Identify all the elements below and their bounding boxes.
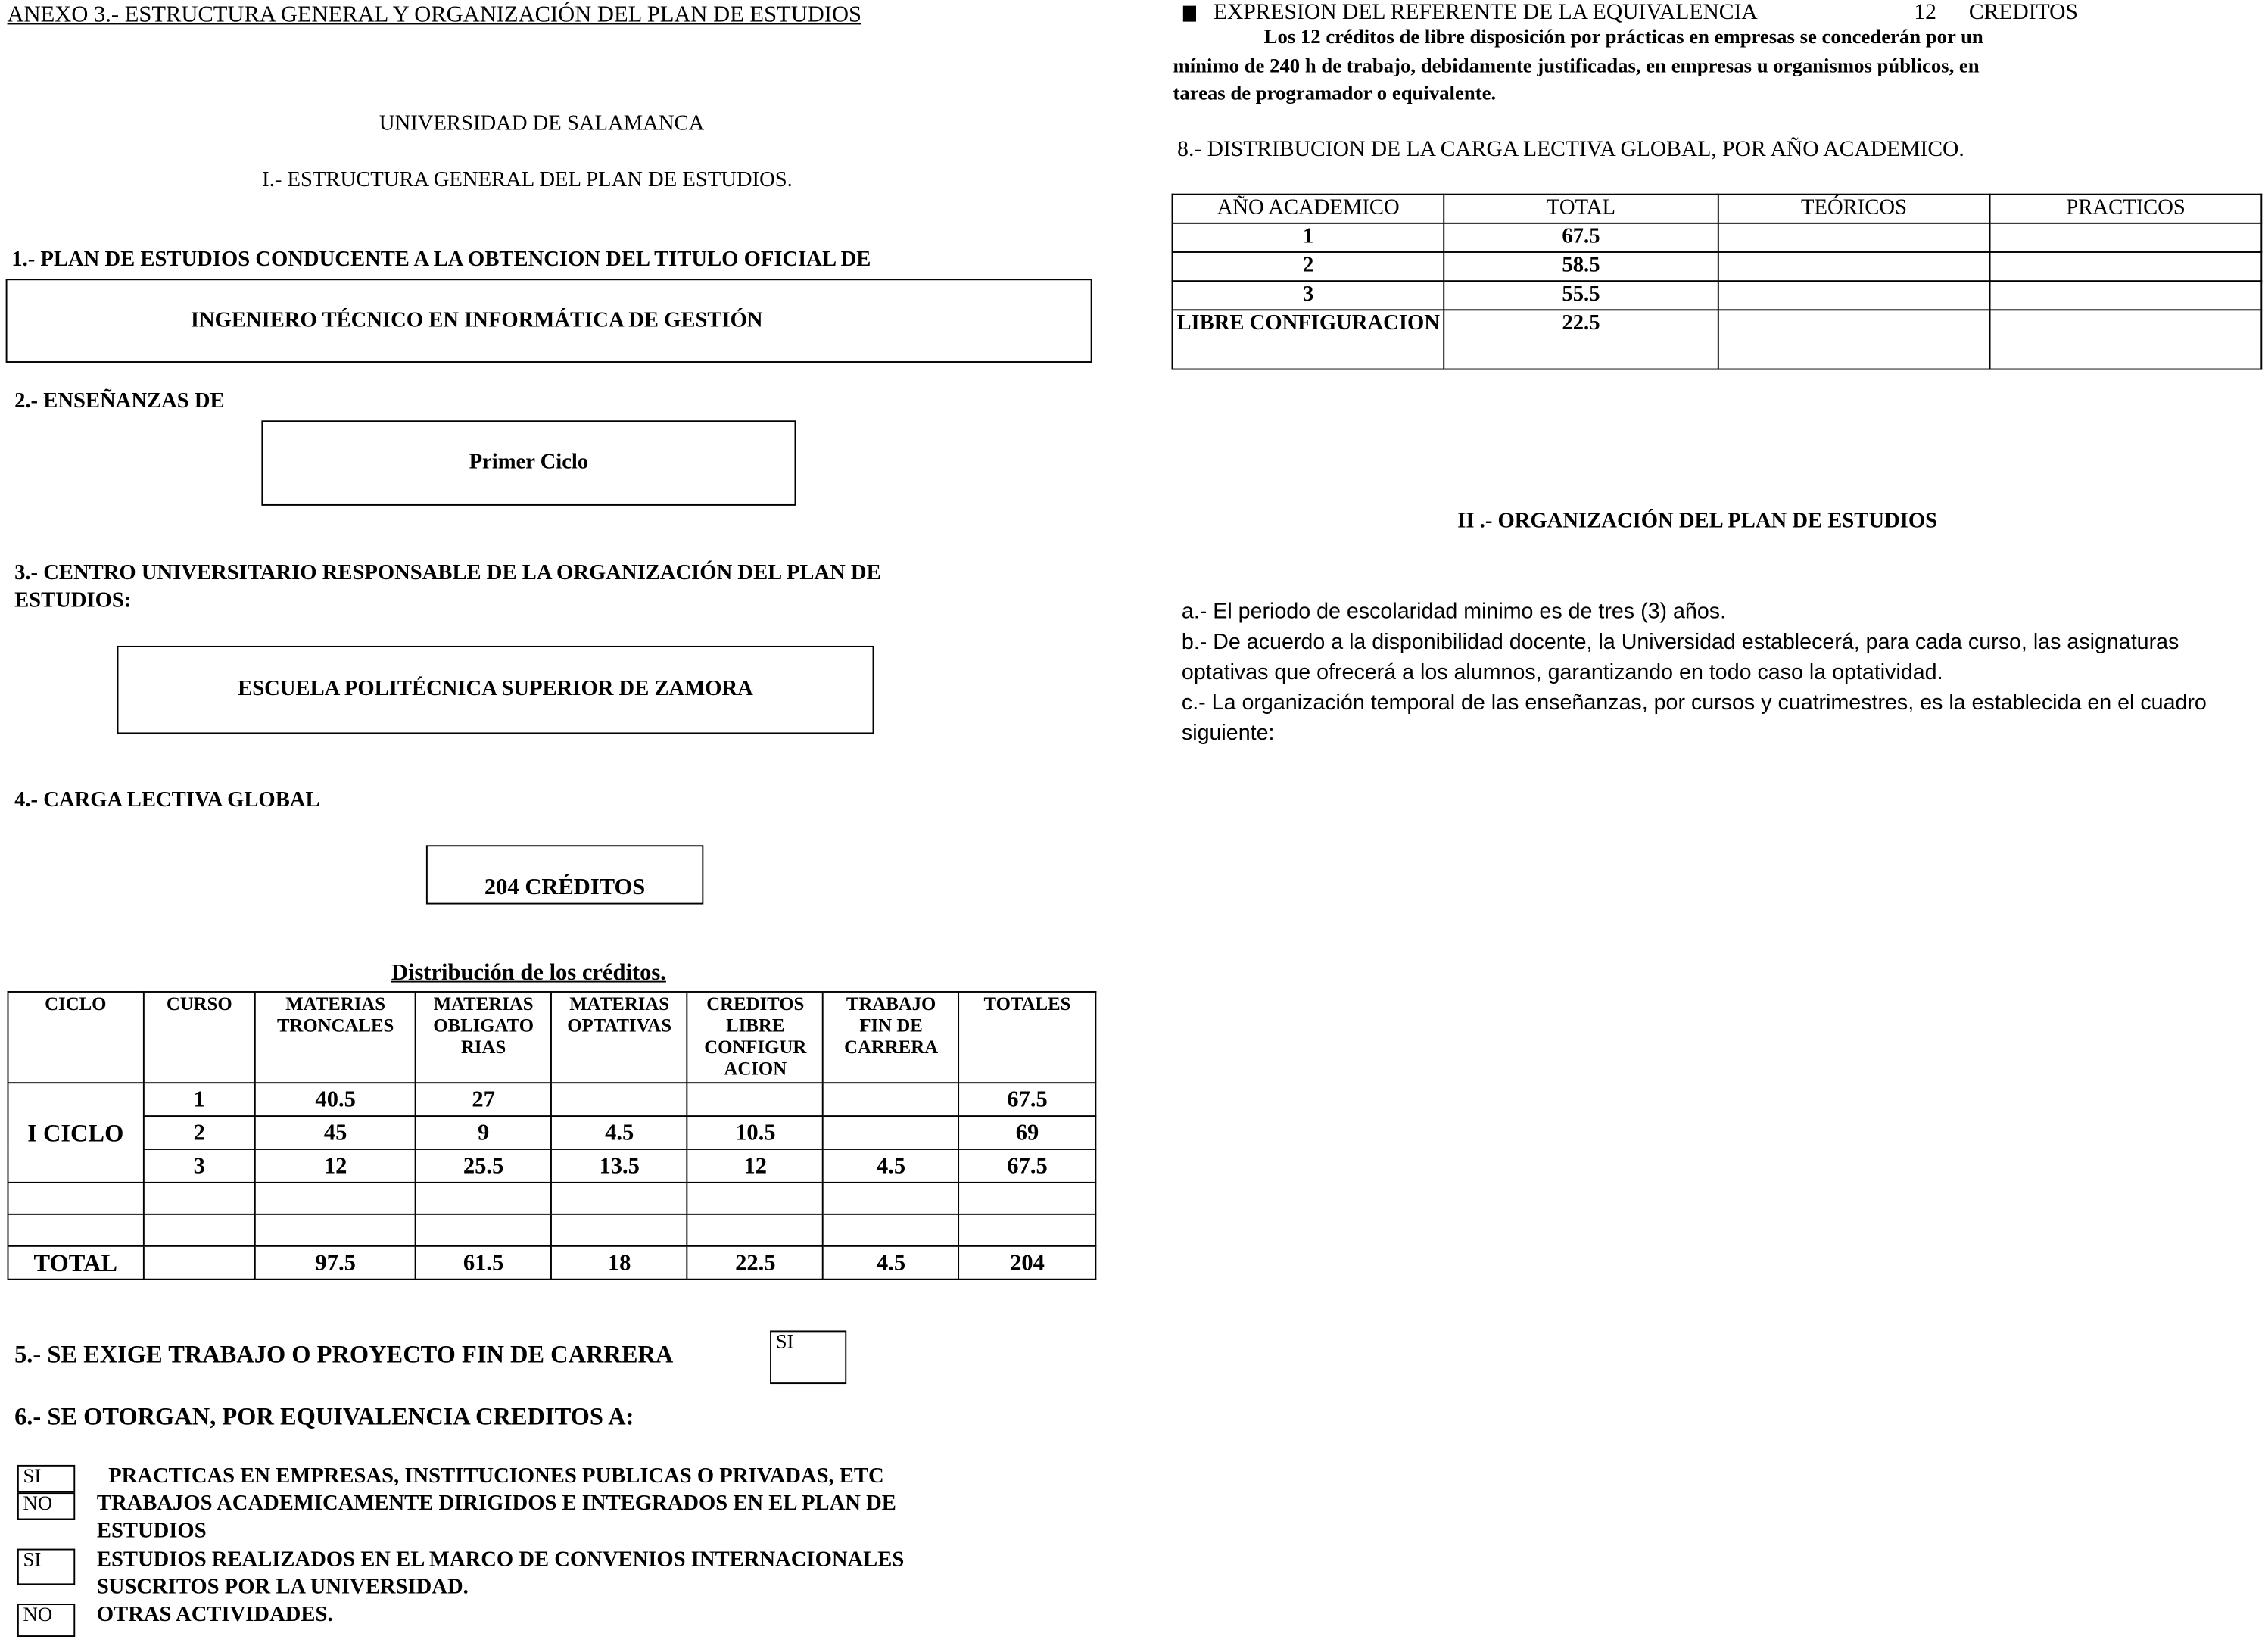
table-cell: 12 bbox=[255, 1149, 415, 1183]
table-cell bbox=[824, 1214, 959, 1246]
table-cell: 3 bbox=[143, 1149, 255, 1183]
equivalence-answer-box: SI bbox=[17, 1465, 75, 1492]
bullet-square-icon bbox=[1183, 6, 1196, 22]
table-cell bbox=[255, 1214, 415, 1246]
header-line: CICLO bbox=[45, 992, 107, 1015]
table-cell bbox=[1718, 310, 1990, 369]
question-1: 1.- PLAN DE ESTUDIOS CONDUCENTE A LA OBTENCION DEL TITULO OFICIAL DE bbox=[11, 248, 871, 272]
table-cell: 2 bbox=[143, 1116, 255, 1149]
equivalence-text: TRABAJOS ACADEMICAMENTE DIRIGIDOS E INTEGRADOS EN EL PLAN DE bbox=[96, 1492, 896, 1516]
table-cell bbox=[959, 1183, 1096, 1214]
header-line: RIAS bbox=[460, 1036, 506, 1058]
total-cell: 4.5 bbox=[824, 1246, 959, 1280]
equivalence-answer-box: NO bbox=[17, 1492, 75, 1520]
table-cell: 1 bbox=[143, 1083, 255, 1116]
table-cell: 10.5 bbox=[687, 1116, 824, 1149]
header-cell bbox=[824, 992, 959, 1083]
equivalence-text: PRACTICAS EN EMPRESAS, INSTITUCIONES PUBLICAS O PRIVADAS, ETC bbox=[108, 1464, 884, 1488]
header-line: CARRERA bbox=[844, 1036, 939, 1058]
total-cell bbox=[143, 1246, 255, 1280]
header-line: TRABAJO bbox=[846, 992, 936, 1015]
table-cell bbox=[416, 1183, 551, 1214]
total-cell: 204 bbox=[959, 1246, 1096, 1280]
table-cell: 13.5 bbox=[551, 1149, 687, 1183]
question-6: 6.- SE OTORGAN, POR EQUIVALENCIA CREDITOS A: bbox=[14, 1402, 634, 1431]
header-cell bbox=[143, 992, 255, 1083]
table-cell: 2 bbox=[1173, 252, 1444, 281]
table-cell: 58.5 bbox=[1444, 252, 1718, 281]
table-cell: LIBRE CONFIGURACION bbox=[1173, 310, 1444, 369]
header-line: MATERIAS bbox=[569, 992, 670, 1015]
degree-title: INGENIERO TÉCNICO EN INFORMÁTICA DE GESTIÓN bbox=[190, 308, 763, 332]
paragraph-a: a.- El periodo de escolaridad minimo es de tres (3) años. bbox=[1181, 599, 1727, 625]
table-cell: 22.5 bbox=[1444, 310, 1718, 369]
total-credits: 204 CRÉDITOS bbox=[484, 875, 646, 900]
table-cell: 67.5 bbox=[1444, 223, 1718, 252]
table-cell bbox=[255, 1183, 415, 1214]
cycle-box bbox=[261, 420, 796, 506]
table-cell: 1 bbox=[1173, 223, 1444, 252]
table-row bbox=[1173, 310, 2262, 369]
equivalence-text: OTRAS ACTIVIDADES. bbox=[96, 1604, 333, 1627]
table-cell bbox=[416, 1214, 551, 1246]
table-row bbox=[1173, 223, 2262, 252]
header-cell bbox=[416, 992, 551, 1083]
table-cell bbox=[1990, 310, 2261, 369]
table-cell: 25.5 bbox=[416, 1149, 551, 1183]
header-line: CREDITOS bbox=[706, 992, 805, 1015]
header-line: ACION bbox=[724, 1057, 787, 1080]
section-ii-heading: II .- ORGANIZACIÓN DEL PLAN DE ESTUDIOS bbox=[1457, 510, 1938, 534]
header-cell: PRACTICOS bbox=[1990, 195, 2261, 223]
degree-title-box bbox=[6, 279, 1092, 363]
paragraph-c: c.- La organización temporal de las enseñanzas, por cursos y cuatrimestres, es la establecida en el cuadro siguiente: bbox=[1181, 690, 2207, 746]
total-cell: 97.5 bbox=[255, 1246, 415, 1280]
table-cell bbox=[8, 1183, 143, 1214]
header-line: OBLIGATO bbox=[433, 1014, 534, 1036]
header-cell bbox=[255, 992, 415, 1083]
table-cell bbox=[687, 1214, 824, 1246]
table-cell: 3 bbox=[1173, 281, 1444, 310]
table-cell bbox=[1990, 252, 2261, 281]
header-line: MATERIAS bbox=[433, 992, 534, 1015]
table-cell bbox=[1718, 252, 1990, 281]
question-7-value: 12 bbox=[1914, 0, 1936, 25]
distribution-title: Distribución de los créditos. bbox=[391, 960, 666, 986]
total-row bbox=[8, 1246, 1095, 1280]
table-cell bbox=[824, 1116, 959, 1149]
table-cell bbox=[143, 1183, 255, 1214]
header-line: CONFIGUR bbox=[704, 1036, 807, 1058]
table-cell: 69 bbox=[959, 1116, 1096, 1149]
year-distribution-table bbox=[1172, 194, 2263, 370]
center-box bbox=[117, 646, 874, 734]
header-line: OPTATIVAS bbox=[567, 1014, 672, 1036]
credits-distribution-table bbox=[8, 991, 1097, 1280]
question-8: 8.- DISTRIBUCION DE LA CARGA LECTIVA GLOBAL, POR AÑO ACADEMICO. bbox=[1177, 137, 1964, 162]
question-4: 4.- CARGA LECTIVA GLOBAL bbox=[14, 788, 320, 812]
header-cell bbox=[8, 992, 143, 1083]
table-cell bbox=[824, 1083, 959, 1116]
table-header-row bbox=[8, 992, 1095, 1083]
question-2: 2.- ENSEÑANZAS DE bbox=[14, 390, 225, 413]
question-3-line1: 3.- CENTRO UNIVERSITARIO RESPONSABLE DE LA ORGANIZACIÓN DEL PLAN DE bbox=[14, 562, 881, 585]
header-line: FIN DE bbox=[859, 1014, 923, 1036]
table-row bbox=[8, 1083, 1095, 1116]
table-cell: 67.5 bbox=[959, 1083, 1096, 1116]
header-cell bbox=[551, 992, 687, 1083]
annex-title: ANEXO 3.- ESTRUCTURA GENERAL Y ORGANIZACIÓN DEL PLAN DE ESTUDIOS bbox=[7, 2, 862, 28]
table-cell: 45 bbox=[255, 1116, 415, 1149]
total-credits-box bbox=[426, 845, 703, 904]
table-cell bbox=[551, 1083, 687, 1116]
paragraph-b: b.- De acuerdo a la disponibilidad docente, la Universidad establecerá, para cada curso, las asignaturas optativas que ofrecerá a los alumnos, garantizando en todo caso la optatividad. bbox=[1181, 629, 2179, 685]
table-cell bbox=[8, 1214, 143, 1246]
table-cell: 4.5 bbox=[551, 1116, 687, 1149]
equivalence-answer-box: NO bbox=[17, 1604, 75, 1637]
table-header-row bbox=[1173, 195, 2262, 223]
total-cell: 22.5 bbox=[687, 1246, 824, 1280]
question-5: 5.- SE EXIGE TRABAJO O PROYECTO FIN DE CARRERA bbox=[14, 1340, 674, 1369]
empty-row bbox=[8, 1214, 1095, 1246]
header-cell: TEÓRICOS bbox=[1718, 195, 1990, 223]
table-cell bbox=[1718, 223, 1990, 252]
table-cell bbox=[824, 1183, 959, 1214]
question-5-answer-box: SI bbox=[770, 1330, 846, 1384]
header-cell bbox=[959, 992, 1096, 1083]
question-3-line2: ESTUDIOS: bbox=[14, 589, 132, 613]
table-cell: 40.5 bbox=[255, 1083, 415, 1116]
equivalence-answer-box: SI bbox=[17, 1549, 75, 1585]
question-7-text-line2: mínimo de 240 h de trabajo, debidamente justificadas, en empresas u organismos públicos, en bbox=[1173, 56, 1980, 79]
table-cell: 4.5 bbox=[824, 1149, 959, 1183]
total-cell: 61.5 bbox=[416, 1246, 551, 1280]
table-cell: 67.5 bbox=[959, 1149, 1096, 1183]
table-row bbox=[8, 1116, 1095, 1149]
university-name: UNIVERSIDAD DE SALAMANCA bbox=[379, 112, 705, 136]
cycle-value: Primer Ciclo bbox=[469, 450, 589, 474]
question-7-unit: CREDITOS bbox=[1968, 0, 2078, 25]
table-cell: 9 bbox=[416, 1116, 551, 1149]
section-i-heading: I.- ESTRUCTURA GENERAL DEL PLAN DE ESTUDIOS. bbox=[262, 169, 793, 192]
total-label: TOTAL bbox=[8, 1246, 143, 1280]
table-cell bbox=[687, 1083, 824, 1116]
header-line: MATERIAS bbox=[285, 992, 386, 1015]
total-cell: 18 bbox=[551, 1246, 687, 1280]
table-cell: 12 bbox=[687, 1149, 824, 1183]
ciclo-cell: I CICLO bbox=[8, 1083, 143, 1183]
table-cell bbox=[1990, 223, 2261, 252]
equivalence-text: ESTUDIOS bbox=[96, 1520, 207, 1543]
table-cell: 27 bbox=[416, 1083, 551, 1116]
equivalence-text: ESTUDIOS REALIZADOS EN EL MARCO DE CONVENIOS INTERNACIONALES bbox=[96, 1548, 905, 1573]
table-cell bbox=[1718, 281, 1990, 310]
table-cell bbox=[551, 1183, 687, 1214]
question-7-text-line3: tareas de programador o equivalente. bbox=[1173, 83, 1497, 106]
table-row bbox=[8, 1149, 1095, 1183]
table-cell: 55.5 bbox=[1444, 281, 1718, 310]
header-cell bbox=[687, 992, 824, 1083]
table-cell bbox=[143, 1214, 255, 1246]
question-7-label: EXPRESION DEL REFERENTE DE LA EQUIVALENCIA bbox=[1213, 0, 1758, 25]
header-line: TOTALES bbox=[983, 992, 1071, 1015]
table-cell bbox=[1990, 281, 2261, 310]
question-7-text-line1: Los 12 créditos de libre disposición por prácticas en empresas se concederán por un bbox=[1263, 27, 1983, 49]
header-line: CURSO bbox=[166, 992, 232, 1015]
center-name: ESCUELA POLITÉCNICA SUPERIOR DE ZAMORA bbox=[238, 677, 753, 701]
table-row bbox=[1173, 281, 2262, 310]
table-cell bbox=[959, 1214, 1096, 1246]
header-cell: TOTAL bbox=[1444, 195, 1718, 223]
header-cell: AÑO ACADEMICO bbox=[1173, 195, 1444, 223]
table-row bbox=[1173, 252, 2262, 281]
empty-row bbox=[8, 1183, 1095, 1214]
header-line: TRONCALES bbox=[276, 1014, 394, 1036]
table-cell bbox=[551, 1214, 687, 1246]
equivalence-text: SUSCRITOS POR LA UNIVERSIDAD. bbox=[96, 1576, 469, 1600]
header-line: LIBRE bbox=[726, 1014, 785, 1036]
table-cell bbox=[687, 1183, 824, 1214]
